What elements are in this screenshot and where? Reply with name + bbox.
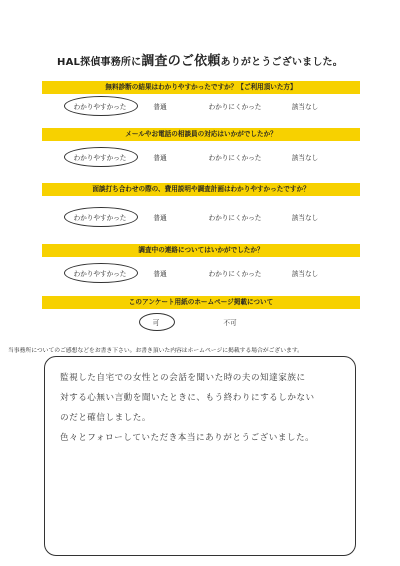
q2-option-2[interactable]: 普通 — [153, 154, 167, 162]
comment-line-4: 色々とフォローしていただき本当にありがとうございました。 — [60, 433, 315, 443]
q1-option-3[interactable]: わかりにくかった — [208, 103, 262, 111]
q1-option-2[interactable]: 普通 — [153, 103, 167, 111]
q4-option-4[interactable]: 該当なし — [291, 270, 319, 278]
homepage-option-allowed[interactable]: 可 — [152, 319, 160, 327]
q3-option-4[interactable]: 該当なし — [291, 214, 319, 222]
q4-option-3[interactable]: わかりにくかった — [208, 270, 262, 278]
comment-instruction: 当事務所についてのご感想などをお書き下さい。お書き頂いた内容はホームページに掲載する場合がございます。 — [8, 348, 303, 354]
title-suffix: ありがとうございました。 — [220, 57, 343, 68]
question-1-bar: 無料診断の結果はわかりやすかったですか？【ご利用頂いた方】 — [42, 81, 360, 94]
title-prefix: HAL探偵事務所に — [57, 57, 142, 68]
q4-option-1[interactable]: わかりやすかった — [73, 270, 127, 278]
comment-box — [44, 356, 356, 556]
question-2-bar: メールやお電話の相談員の対応はいかがでしたか？ — [42, 128, 360, 141]
comment-line-1: 監視した自宅での女性との会話を聞いた時の夫の知達家族に — [60, 373, 306, 383]
q3-option-2[interactable]: 普通 — [153, 214, 167, 222]
q2-option-4[interactable]: 該当なし — [291, 154, 319, 162]
comment-line-2: 対する心無い言動を聞いたときに、もう終わりにするしかない — [60, 393, 315, 403]
q2-option-1[interactable]: わかりやすかった — [73, 154, 127, 162]
question-4-bar: 調査中の連絡についてはいかがでしたか？ — [42, 244, 360, 257]
comment-line-3: のだと確信しました。 — [60, 413, 151, 423]
question-3-bar: 面談打ち合わせの際の、費用説明や調査計画はわかりやすかったですか？ — [42, 183, 360, 196]
homepage-question-bar: このアンケート用紙のホームページ掲載について — [42, 296, 360, 309]
q1-option-1[interactable]: わかりやすかった — [73, 103, 127, 111]
q1-option-4[interactable]: 該当なし — [291, 103, 319, 111]
q2-option-3[interactable]: わかりにくかった — [208, 154, 262, 162]
page-title — [0, 50, 400, 69]
q3-option-1[interactable]: わかりやすかった — [73, 214, 127, 222]
title-emphasis: 調査のご依頼 — [141, 54, 221, 69]
homepage-option-not-allowed[interactable]: 不可 — [223, 319, 237, 327]
q3-option-3[interactable]: わかりにくかった — [208, 214, 262, 222]
q4-option-2[interactable]: 普通 — [153, 270, 167, 278]
